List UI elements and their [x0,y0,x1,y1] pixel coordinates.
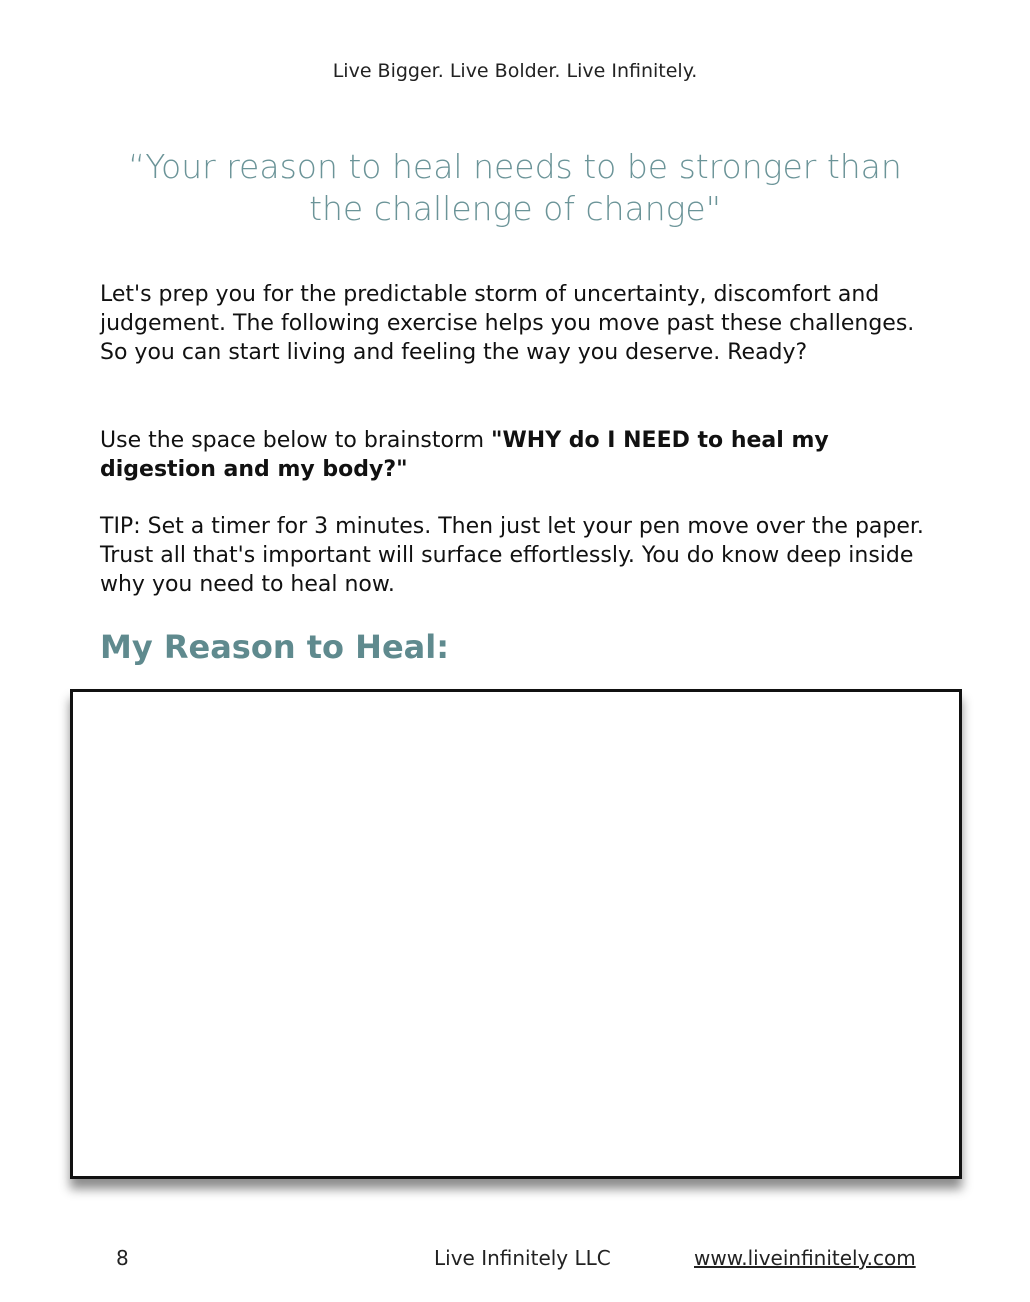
page-number: 8 [116,1246,129,1270]
brainstorm-lead: Use the space below to brainstorm [100,428,492,453]
quote-line-1: “Your reason to heal needs to be stronger than [128,147,902,186]
brainstorm-paragraph [100,426,940,484]
header-tagline: Live Bigger. Live Bolder. Live Infinitely. [332,60,698,82]
brainstorm-question: "WHY do I NEED to heal my digestion and my body?" [100,428,829,482]
section-heading: My Reason to Heal: [100,628,449,666]
pull-quote [100,146,930,230]
tip-paragraph: TIP: Set a timer for 3 minutes. Then just let your pen move over the paper. Trust all that's important will surface effortlessly. You do know deep inside why you need to heal now. [100,514,924,597]
footer-company: Live Infinitely LLC [434,1246,611,1270]
footer-website-link[interactable]: www.liveinfinitely.com [694,1246,916,1270]
intro-paragraph: Let's prep you for the predictable storm of uncertainty, discomfort and judgement. The following exercise helps you move past these challenges. So you can start living and feeling the way you deserve. Ready? [100,282,915,365]
quote-line-2: the challenge of change" [309,189,721,228]
writing-area-box[interactable] [70,689,962,1179]
